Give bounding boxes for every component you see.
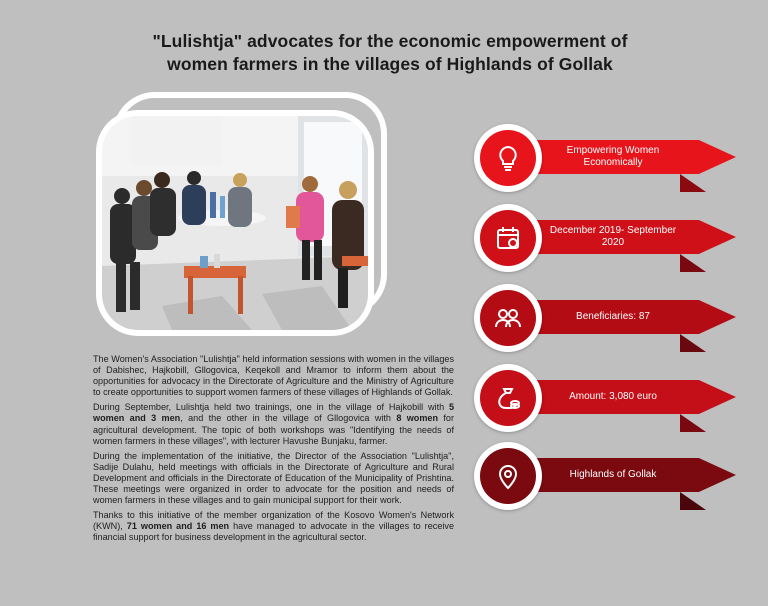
paragraph-1: The Women's Association "Lulishtja" held information sessions with women in the villages of Dabishec, Hajkobill, Gllogovica, Keqekoll and Mramor to inform them about the opportunities for advocacy in the Directorate of Agriculture and the Ministry of Agriculture to create opportunities to support women farmers of these villages of Highlands of Gollak. [93, 354, 454, 398]
meeting-photo [96, 110, 374, 336]
title-line-1: "Lulishtja" advocates for the economic empowerment of [152, 31, 628, 51]
title-line-2: women farmers in the villages of Highlands of Gollak [167, 54, 613, 74]
paragraph-4-bold: 71 women and 16 men [126, 521, 230, 532]
money-bag-icon [480, 370, 536, 426]
page-title [100, 30, 680, 76]
paragraph-2-bold-b: 8 women [396, 413, 439, 424]
paragraph-2-text-a: During September, Lulishtja held two trainings, one in the village of Hajkobill with [93, 402, 449, 413]
paragraph-3: During the implementation of the initiative, the Director of the Association "Lulishtja", Sadije Dulahu, held meetings with officials in the Directorate of Agriculture and Rural Development and officials in the Directorate of Education of the Municipality of Prishtina. These meetings were organized in order to advocate for the position and needs of women farmers in these villages and to gain municipal support for their work. [93, 450, 454, 506]
info-label: Highlands of Gollak [569, 469, 657, 480]
paragraph-2 [93, 402, 454, 446]
calendar-icon [480, 210, 536, 266]
info-period [474, 202, 736, 274]
paragraph-4-text-a: Thanks to this initiative of the member organization of the Kosovo Women's Network (KWN), [93, 510, 454, 532]
info-label: Amount: 3,080 euro [569, 391, 657, 402]
people-icon [480, 290, 536, 346]
paragraph-2-text-c: for agricultural development. The topic of both workshops was "Identifying the needs of women farmers in these villages", with lecturer Havushe Bunjaku, farmer. [93, 413, 454, 446]
paragraph-2-bold-a: 5 women and 3 men [93, 402, 454, 424]
info-focus-area [474, 122, 736, 194]
lightbulb-icon [480, 130, 536, 186]
info-label: Empowering Women Economically [566, 145, 660, 168]
info-label: December 2019- September 2020 [549, 225, 677, 248]
info-beneficiaries [474, 282, 736, 354]
info-location [474, 440, 736, 512]
paragraph-4-text-b: have managed to advocate in the villages to receive financial support for business development in the agricultural sector. [93, 521, 454, 543]
info-label: Beneficiaries: 87 [576, 311, 650, 322]
location-pin-icon [480, 448, 536, 504]
paragraph-4 [93, 510, 454, 543]
paragraph-2-text-b: , and the other in the village of Gllogovica with [180, 413, 397, 424]
info-amount [474, 362, 736, 434]
article-body [93, 354, 454, 548]
